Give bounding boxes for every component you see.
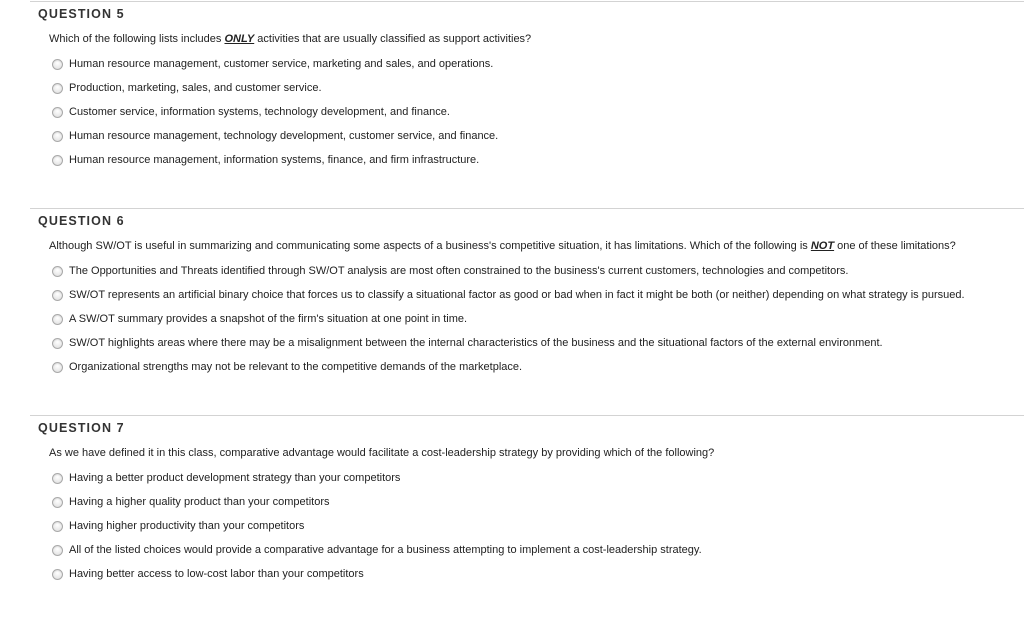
question-5-option-4[interactable] <box>52 128 498 144</box>
question-7-prompt-text: As we have defined it in this class, comparative advantage would facilitate a cost-leadership strategy by providing which of the following? <box>49 447 715 459</box>
radio-button[interactable] <box>52 362 63 373</box>
question-7-option-4[interactable] <box>52 542 702 558</box>
question-7-option-1[interactable] <box>52 470 400 486</box>
radio-button[interactable] <box>52 131 63 142</box>
question-6-prompt-text-end: one of these limitations? <box>834 240 956 252</box>
question-6-option-1[interactable] <box>52 263 848 279</box>
option-label: The Opportunities and Threats identified through SW/OT analysis are most often constrained to the business's current customers, technologies and competitors. <box>69 265 849 277</box>
question-5-top-divider <box>30 1 1024 2</box>
option-label: Human resource management, technology development, customer service, and finance. <box>69 130 499 142</box>
radio-button[interactable] <box>52 545 63 556</box>
option-label: Human resource management, customer service, marketing and sales, and operations. <box>69 58 494 70</box>
question-6-option-4[interactable] <box>52 335 883 351</box>
option-label: SW/OT represents an artificial binary choice that forces us to classify a situational factor as good or bad when in fact it might be both (or neither) depending on what strategy is pursued. <box>69 289 965 301</box>
option-label: Having a higher quality product than your competitors <box>69 496 330 508</box>
question-6-top-divider <box>30 208 1024 209</box>
option-label: Production, marketing, sales, and customer service. <box>69 82 322 94</box>
question-6-option-3[interactable] <box>52 311 467 327</box>
question-6-title: QUESTION 6 <box>38 214 125 228</box>
radio-button[interactable] <box>52 338 63 349</box>
option-label: Having higher productivity than your competitors <box>69 520 305 532</box>
radio-button[interactable] <box>52 290 63 301</box>
radio-button[interactable] <box>52 83 63 94</box>
option-label: Customer service, information systems, technology development, and finance. <box>69 106 450 118</box>
question-7-prompt <box>49 447 714 459</box>
radio-button[interactable] <box>52 473 63 484</box>
question-5-title: QUESTION 5 <box>38 7 125 21</box>
question-7-option-5[interactable] <box>52 566 364 582</box>
radio-button[interactable] <box>52 314 63 325</box>
option-label: All of the listed choices would provide a comparative advantage for a business attempting to implement a cost-leadership strategy. <box>69 544 702 556</box>
question-5-prompt-text-end: activities that are usually classified as support activities? <box>254 33 532 45</box>
radio-button[interactable] <box>52 155 63 166</box>
radio-button[interactable] <box>52 107 63 118</box>
option-label: Organizational strengths may not be relevant to the competitive demands of the marketplace. <box>69 361 523 373</box>
option-label: Human resource management, information systems, finance, and firm infrastructure. <box>69 154 480 166</box>
question-7-title: QUESTION 7 <box>38 421 125 435</box>
option-label: Having a better product development strategy than your competitors <box>69 472 401 484</box>
question-5-option-2[interactable] <box>52 80 322 96</box>
question-5-prompt <box>49 33 531 45</box>
question-5-option-3[interactable] <box>52 104 450 120</box>
radio-button[interactable] <box>52 569 63 580</box>
question-7-top-divider <box>30 415 1024 416</box>
question-5-option-5[interactable] <box>52 152 479 168</box>
radio-button[interactable] <box>52 266 63 277</box>
question-6-prompt-emphasis: NOT <box>810 240 835 252</box>
question-5-prompt-emphasis: ONLY <box>224 33 255 45</box>
question-5-option-1[interactable] <box>52 56 493 72</box>
question-6-option-2[interactable] <box>52 287 965 303</box>
question-6-prompt <box>49 240 956 252</box>
question-5-prompt-text: Which of the following lists includes <box>49 33 225 45</box>
question-6-option-5[interactable] <box>52 359 522 375</box>
radio-button[interactable] <box>52 59 63 70</box>
question-6-prompt-text: Although SW/OT is useful in summarizing and communicating some aspects of a business's competitive situation, it has limitations. Which of the following is <box>49 240 811 252</box>
option-label: Having better access to low-cost labor than your competitors <box>69 568 364 580</box>
option-label: A SW/OT summary provides a snapshot of the firm's situation at one point in time. <box>69 313 468 325</box>
question-7-option-3[interactable] <box>52 518 304 534</box>
question-7-option-2[interactable] <box>52 494 329 510</box>
radio-button[interactable] <box>52 521 63 532</box>
option-label: SW/OT highlights areas where there may be a misalignment between the internal characteristics of the business and the situational factors of the external environment. <box>69 337 883 349</box>
radio-button[interactable] <box>52 497 63 508</box>
